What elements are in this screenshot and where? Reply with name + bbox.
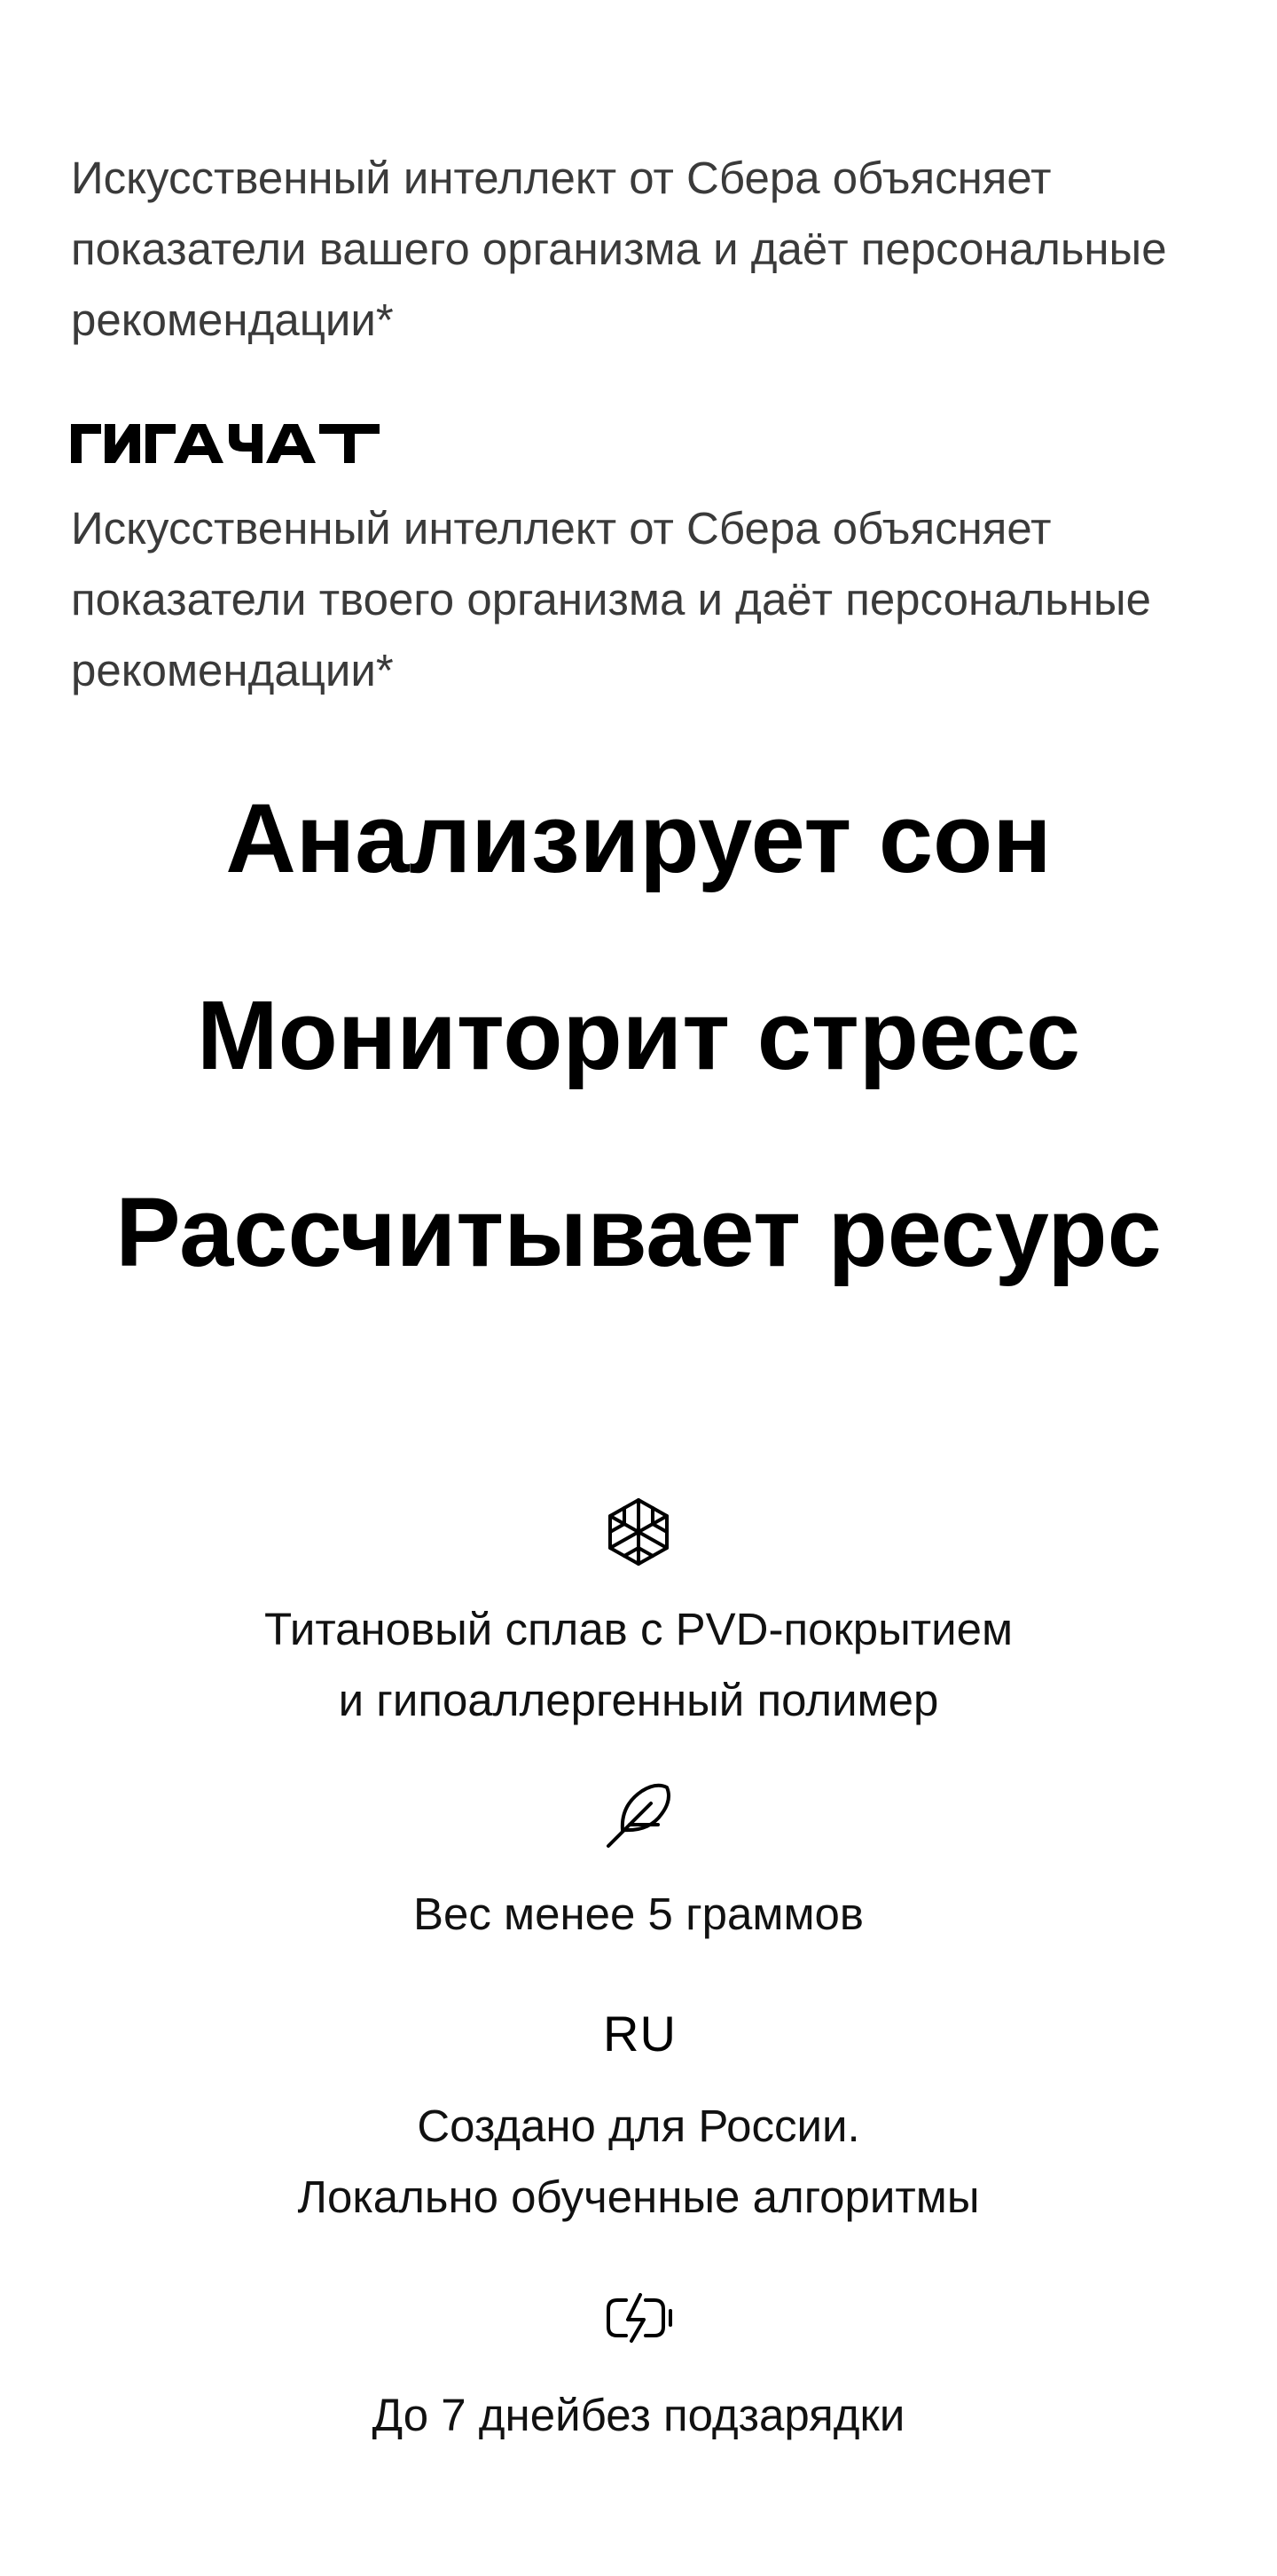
feature-material-text: Титановый сплав с PVD-покрытием и гипоаллергенный полимер <box>263 1604 1014 1725</box>
headline-sleep: Анализирует сон <box>225 784 1052 893</box>
intro-text-1: Искусственный интеллект от Сбера объясняет показатели вашего организма и даёт персональные рекомендации* <box>71 153 1167 345</box>
feather-icon <box>603 1779 674 1850</box>
gigachat-logo-mark <box>71 424 380 463</box>
gigachat-logo <box>71 424 380 463</box>
feature-weight-text: Вес менее 5 граммов <box>413 1889 864 1939</box>
ru-icon: RU <box>603 2006 677 2062</box>
intro-text-2: Искусственный интеллект от Сбера объясняет показатели твоего организма и даёт персональные рекомендации* <box>71 503 1152 695</box>
polyhedron-icon <box>603 1496 674 1567</box>
feature-russia-text: Создано для России. Локально обученные алгоритмы <box>297 2101 980 2222</box>
battery-charging-icon <box>603 2282 674 2353</box>
headline-stress: Мониторит стресс <box>196 981 1081 1090</box>
feature-battery-text: До 7 днейбез подзарядки <box>372 2390 905 2440</box>
headline-resource: Рассчитывает ресурс <box>115 1178 1162 1287</box>
